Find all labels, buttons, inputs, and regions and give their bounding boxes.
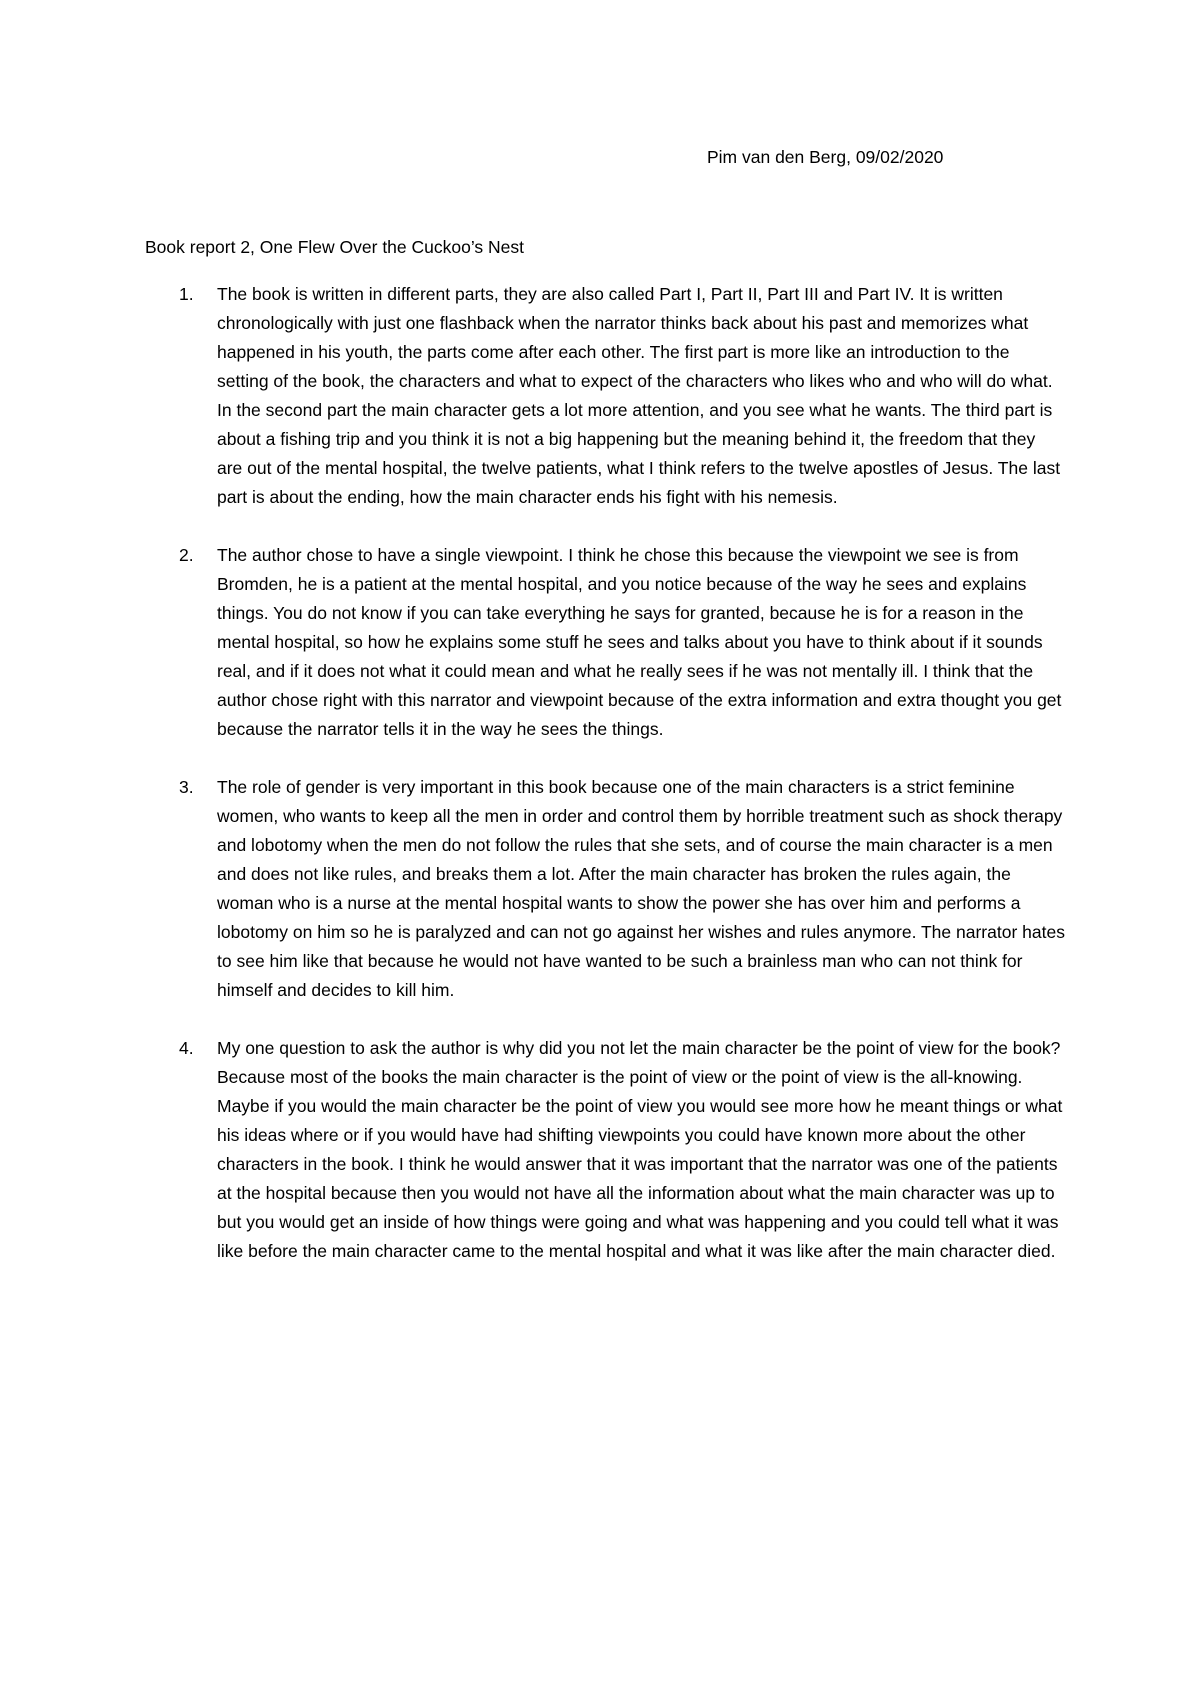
answer-text: The author chose to have a single viewpoint. I think he chose this because the viewpoint we see is from Bromden, he is a patient at the mental hospital, and you notice because of the way he sees and explains things. You do not know if you can take everything he says for granted, because he is for a reason in the mental hospital, so how he explains some stuff he sees and talks about you have to think about if it sounds real, and if it does not what it could mean and what he really sees if he was not mentally ill. I think that the author chose right with this narrator and viewpoint because of the extra information and extra thought you get because the narrator tells it in the way he sees the things. xyxy=(217,545,1062,739)
answer-text: The role of gender is very important in this book because one of the main characters is a strict feminine women, who wants to keep all the men in order and control them by horrible treatment such as shock therapy and lobotomy when the men do not follow the rules that she sets, and of course the main character is a men and does not like rules, and breaks them a lot. After the main character has broken the rules again, the woman who is a nurse at the mental hospital wants to show the power she has over him and performs a lobotomy on him so he is paralyzed and can not go against her wishes and rules anymore. The narrator hates to see him like that because he would not have wanted to be such a brainless man who can not think for himself and decides to kill him. xyxy=(217,777,1065,1000)
answer-number: 4. xyxy=(179,1038,194,1058)
answer-item-1 xyxy=(145,280,1065,512)
answer-text: The book is written in different parts, they are also called Part I, Part II, Part III and Part IV. It is written chronologically with just one flashback when the narrator thinks back about his past and memorizes what happened in his youth, the parts come after each other. The first part is more like an introduction to the setting of the book, the characters and what to expect of the characters who likes who and who will do what. In the second part the main character gets a lot more attention, and you see what he wants. The third part is about a fishing trip and you think it is not a big happening but the meaning behind it, the freedom that they are out of the mental hospital, the twelve patients, what I think refers to the twelve apostles of Jesus. The last part is about the ending, how the main character ends his fight with his nemesis. xyxy=(217,284,1061,507)
answer-item-4 xyxy=(145,1034,1065,1266)
answer-item-3 xyxy=(145,773,1065,1005)
answer-text: My one question to ask the author is why did you not let the main character be the point of view for the book? Because most of the books the main character is the point of view or the point of view is the all-knowing. Maybe if you would the main character be the point of view you would see more how he meant things or what his ideas where or if you would have had shifting viewpoints you could have known more about the other characters in the book. I think he would answer that it was important that the narrator was one of the patients at the hospital because then you would not have all the information about what the main character was up to but you would get an inside of how things were going and what was happening and you could tell what it was like before the main character came to the mental hospital and what it was like after the main character died. xyxy=(217,1038,1063,1261)
answer-number: 3. xyxy=(179,777,194,797)
report-title: Book report 2, One Flew Over the Cuckoo’s Nest xyxy=(145,237,525,257)
answer-number: 1. xyxy=(179,284,194,304)
answers-list xyxy=(145,280,1065,1295)
answer-number: 2. xyxy=(179,545,194,565)
answer-item-2 xyxy=(145,541,1065,744)
author-date: Pim van den Berg, 09/02/2020 xyxy=(707,147,944,167)
